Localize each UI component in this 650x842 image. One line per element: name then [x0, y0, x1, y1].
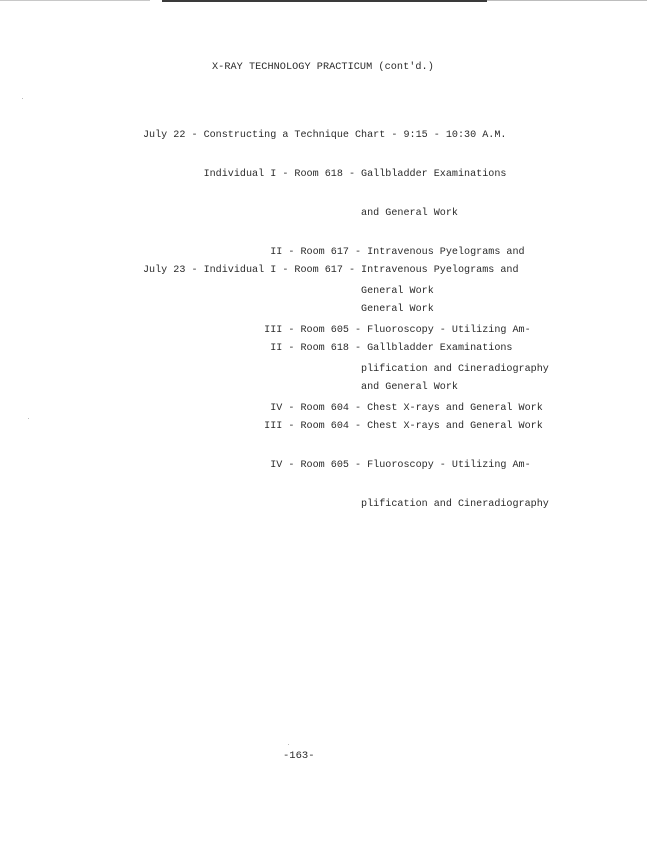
page-number: -163-	[283, 750, 315, 762]
schedule-line: General Work	[143, 304, 434, 315]
scan-speck	[288, 744, 289, 745]
schedule-line: Individual I - Room 618 - Gallbladder Examinations	[143, 169, 507, 180]
schedule-line: IV - Room 604 - Chest X-rays and General Work	[143, 403, 543, 414]
scan-edge-artifact	[162, 0, 487, 2]
schedule-line: II - Room 618 - Gallbladder Examinations	[143, 343, 513, 354]
scan-speck	[28, 418, 29, 419]
scan-edge-artifact	[0, 0, 150, 1]
schedule-line: plification and Cineradiography	[143, 499, 549, 510]
schedule-line: plification and Cineradiography	[143, 364, 549, 375]
schedule-line: III - Room 605 - Fluoroscopy - Utilizing Am-	[143, 325, 531, 336]
schedule-line: and General Work	[143, 208, 458, 219]
schedule-line: II - Room 617 - Intravenous Pyelograms and	[143, 247, 525, 258]
schedule-line: General Work	[143, 286, 434, 297]
schedule-line: July 22 - Constructing a Technique Chart - 9:15 - 10:30 A.M.	[143, 130, 507, 141]
schedule-line: III - Room 604 - Chest X-rays and General Work	[143, 421, 543, 432]
scan-speck	[22, 98, 23, 99]
schedule-line: and General Work	[143, 382, 458, 393]
schedule-july-23	[143, 238, 549, 524]
page-title: X-RAY TECHNOLOGY PRACTICUM (cont'd.)	[212, 62, 434, 73]
schedule-line: IV - Room 605 - Fluoroscopy - Utilizing Am-	[143, 460, 531, 471]
schedule-line: July 23 - Individual I - Room 617 - Intravenous Pyelograms and	[143, 265, 519, 276]
scan-edge-artifact	[487, 0, 647, 1]
